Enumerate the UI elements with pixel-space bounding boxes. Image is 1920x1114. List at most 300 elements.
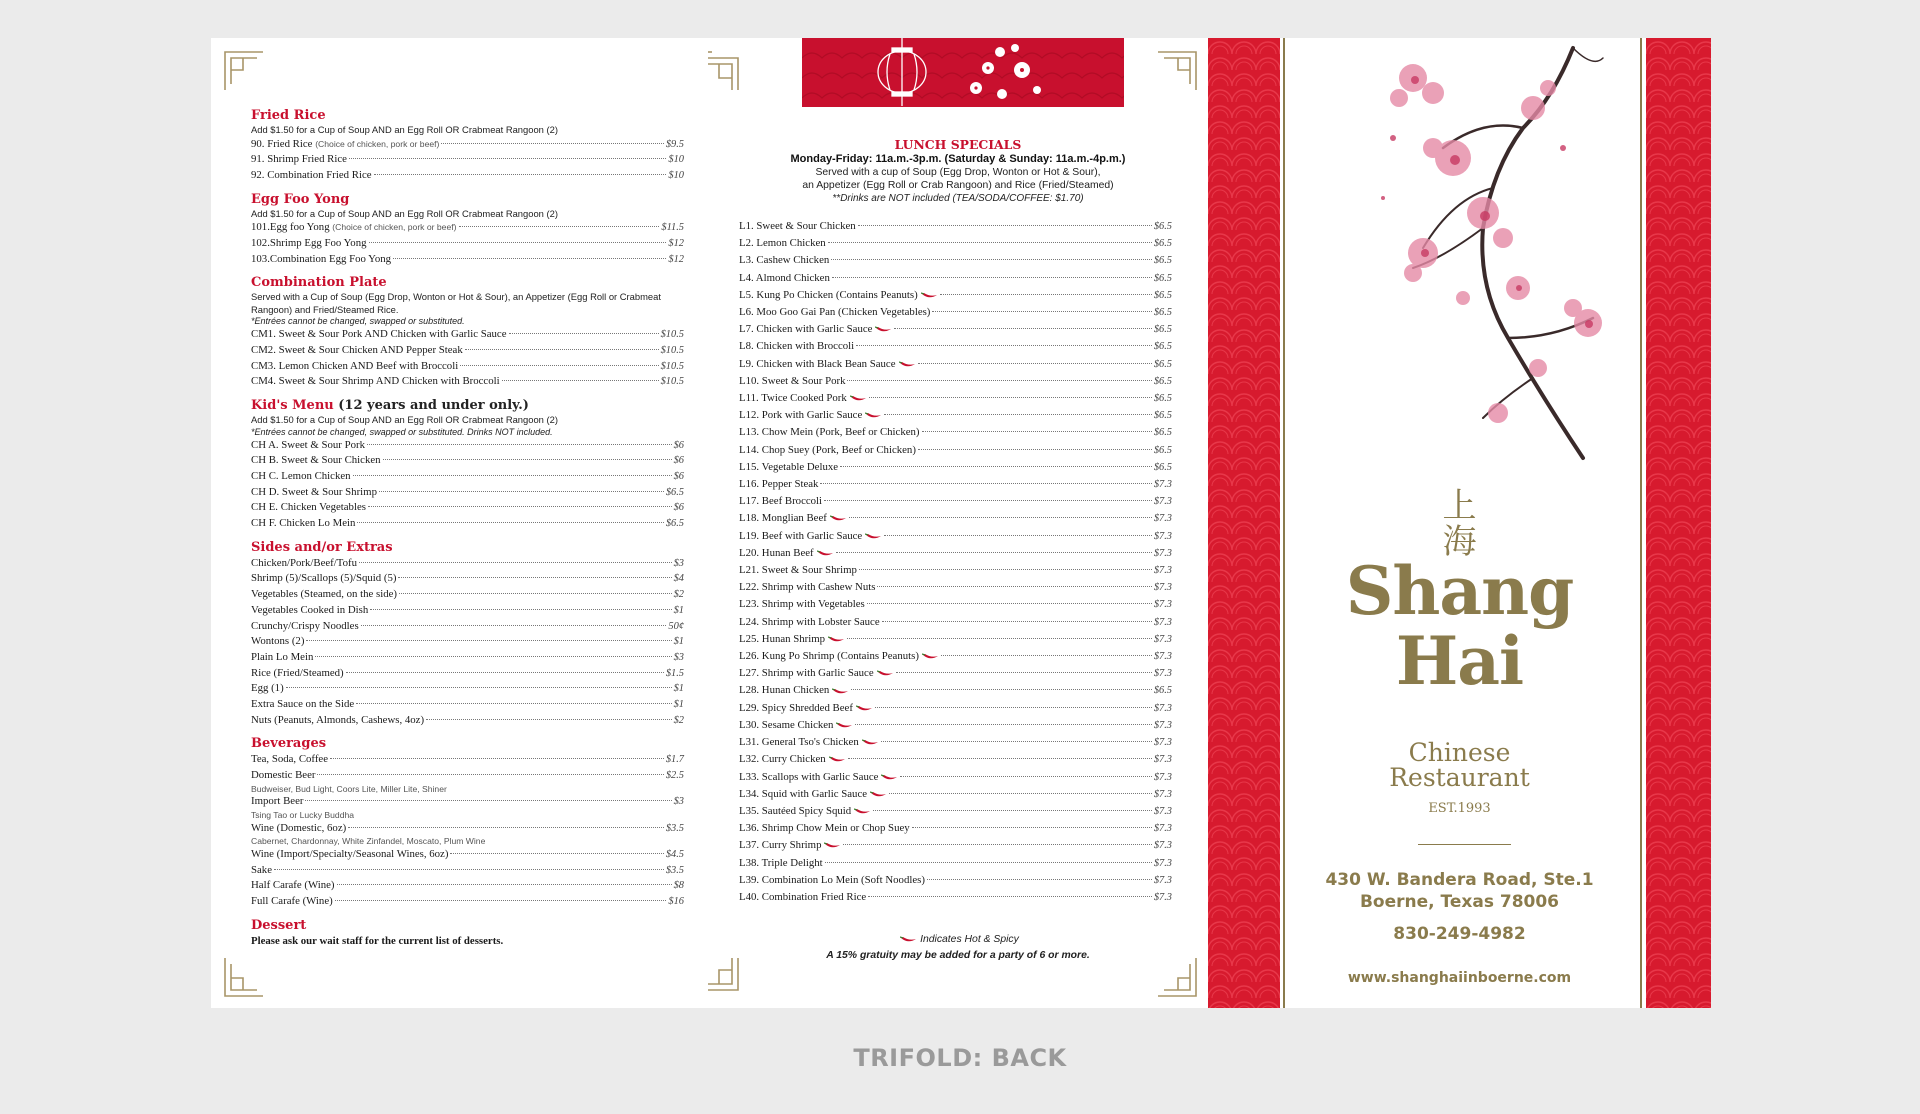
chili-pepper-icon: [830, 515, 847, 522]
menu-item-price: $7.3: [1153, 513, 1172, 525]
spicy-legend: [708, 932, 1208, 948]
menu-item-label: Plain Lo Mein: [251, 650, 314, 663]
dot-leader: [286, 687, 672, 688]
dot-leader: [383, 459, 672, 460]
menu-item-price: $12: [668, 237, 684, 249]
menu-item-name: [739, 751, 846, 768]
menu-item-name: [739, 665, 894, 682]
menu-item-price: $6: [673, 455, 684, 467]
dot-leader: [426, 719, 672, 720]
menu-item-price: $16: [668, 895, 684, 907]
section-note: Add $1.50 for a Cup of Soup AND an Egg Roll OR Crabmeat Rangoon (2): [251, 207, 558, 219]
menu-item-row: [251, 374, 684, 390]
menu-item-label: L14. Chop Suey (Pork, Beef or Chicken): [739, 443, 916, 456]
dot-leader: [460, 365, 658, 366]
dot-leader: [368, 506, 672, 507]
menu-item-price: $7.3: [1153, 616, 1172, 628]
red-pattern-stripe-left: [1208, 38, 1280, 1008]
menu-item-row: [251, 516, 684, 532]
menu-item-name: [251, 137, 439, 152]
menu-item-name: [739, 252, 829, 269]
dot-leader: [831, 259, 1152, 260]
menu-item-name: [251, 847, 448, 862]
section-note-italic: *Entrées cannot be changed, swapped or substituted.: [251, 316, 465, 327]
menu-item-label: L30. Sesame Chicken: [739, 718, 834, 731]
menu-panel-left: [211, 38, 708, 1008]
beverage-detail: Cabernet, Chardonnay, White Zinfandel, Moscato, Plum Wine: [251, 836, 486, 847]
menu-item-name: [739, 803, 871, 820]
dot-leader: [941, 655, 1152, 656]
gratuity-note: A 15% gratuity may be added for a party of 6 or more.: [826, 950, 1090, 961]
menu-item-label: CH E. Chicken Vegetables: [251, 501, 366, 514]
menu-item-name: [251, 469, 351, 484]
menu-item-label: L33. Scallops with Garlic Sauce: [739, 770, 879, 783]
menu-item-name: [739, 407, 882, 424]
menu-item-name: [739, 510, 847, 527]
menu-item-price: $4.5: [665, 848, 684, 860]
menu-item-label: Egg (1): [251, 682, 284, 695]
menu-item-label: L3. Cashew Chicken: [739, 254, 830, 267]
dot-leader: [315, 656, 671, 657]
menu-item-price: $3: [673, 796, 684, 808]
menu-item-price: $7.3: [1153, 771, 1172, 783]
menu-item-price: $6.5: [665, 518, 684, 530]
section-title-text: Kid's Menu: [251, 398, 334, 414]
dot-leader: [932, 311, 1151, 312]
menu-item-label: CH A. Sweet & Sour Pork: [251, 438, 365, 451]
chili-pepper-icon: [824, 842, 841, 849]
menu-item-row: [739, 803, 1172, 820]
menu-item-price: $7.3: [1153, 496, 1172, 508]
menu-item-row: [251, 453, 684, 469]
menu-item-label: L5. Kung Po Chicken (Contains Peanuts): [739, 288, 918, 301]
dot-leader: [441, 143, 663, 144]
menu-item-row: [251, 847, 684, 863]
section-title-text: Combination Plate: [251, 275, 387, 291]
dot-leader: [900, 776, 1151, 777]
menu-item-label: L12. Pork with Garlic Sauce: [739, 409, 863, 422]
menu-item-price: $10: [668, 154, 684, 166]
menu-item-row: [251, 359, 684, 375]
menu-item-label: Chicken/Pork/Beef/Tofu: [251, 556, 357, 569]
menu-item-row: [251, 343, 684, 359]
menu-item-row: [251, 137, 684, 153]
section-note-italic: *Entrées cannot be changed, swapped or substituted. Drinks NOT included.: [251, 426, 553, 437]
menu-item-label: 101.Egg foo Yong: [251, 221, 330, 234]
menu-item-name: [739, 614, 880, 631]
menu-item-price: $7.3: [1153, 754, 1172, 766]
menu-item-label: L38. Triple Delight: [739, 856, 823, 869]
menu-item-detail: (Choice of chicken, pork or beef): [332, 222, 457, 233]
menu-item-label: L28. Hunan Chicken: [739, 684, 830, 697]
menu-item-price: $6.5: [1153, 307, 1172, 319]
dot-leader: [361, 625, 667, 626]
menu-item-price: $10.5: [660, 344, 684, 356]
menu-section-kids: [251, 397, 684, 532]
lunch-specials-title: LUNCH SPECIALS: [894, 137, 1022, 152]
menu-item-label: L34. Squid with Garlic Sauce: [739, 787, 868, 800]
address-line2: Boerne, Texas 78006: [1359, 892, 1560, 912]
lantern-blossom-banner: [802, 38, 1124, 107]
menu-item-price: $6.5: [1153, 358, 1172, 370]
menu-item-name: [739, 235, 826, 252]
menu-item-name: [251, 485, 377, 500]
chili-pepper-icon: [829, 756, 846, 763]
section-note: Served with a Cup of Soup (Egg Drop, Wonton or Hot & Sour), an Appetizer (Egg Roll or Crabmeat Rangoon) and Fried/Steamed Rice.: [251, 291, 661, 315]
established-year: EST.1993: [1428, 801, 1491, 816]
menu-item-price: $7.3: [1153, 840, 1172, 852]
menu-item-label: 91. Shrimp Fried Rice: [251, 153, 347, 166]
menu-item-row: [739, 786, 1172, 803]
menu-item-price: $7.3: [1153, 719, 1172, 731]
menu-item-price: $1.7: [665, 754, 684, 766]
menu-item-row: [251, 587, 684, 603]
section-title-text: Fried Rice: [251, 108, 326, 123]
dot-leader: [820, 483, 1151, 484]
menu-item-row: [251, 438, 684, 454]
menu-item-price: $7.3: [1153, 599, 1172, 611]
corner-ornament-icon: [708, 50, 740, 92]
menu-item-name: [251, 603, 368, 618]
menu-item-name: [251, 619, 359, 634]
corner-ornament-icon: [1156, 50, 1198, 92]
menu-item-row: [739, 424, 1172, 441]
menu-item-price: $1: [673, 683, 684, 695]
dot-leader: [884, 414, 1152, 415]
chili-pepper-icon: [877, 670, 894, 677]
menu-item-row: [251, 650, 684, 666]
menu-item-row: [739, 321, 1172, 338]
menu-item-label: L6. Moo Goo Gai Pan (Chicken Vegetables): [739, 306, 931, 319]
menu-item-row: [739, 287, 1172, 304]
menu-item-label: Extra Sauce on the Side: [251, 698, 355, 711]
dot-leader: [348, 827, 664, 828]
dot-leader: [353, 475, 672, 476]
menu-item-price: $7.3: [1153, 857, 1172, 869]
menu-item-label: Wine (Domestic, 6oz): [251, 821, 347, 834]
menu-item-row: [739, 751, 1172, 768]
menu-item-name: [251, 252, 391, 267]
menu-item-price: $7.3: [1153, 479, 1172, 491]
dot-leader: [847, 380, 1151, 381]
menu-item-price: $7.3: [1153, 530, 1172, 542]
menu-item-row: [739, 665, 1172, 682]
menu-item-price: $7.3: [1153, 737, 1172, 749]
dot-leader: [356, 703, 671, 704]
menu-item-name: [251, 863, 272, 878]
menu-item-price: $6.5: [1153, 444, 1172, 456]
section-title: [251, 735, 684, 752]
dot-leader: [379, 491, 664, 492]
section-title: [251, 917, 684, 934]
menu-item-row: [739, 493, 1172, 510]
menu-item-price: $1: [673, 636, 684, 648]
menu-item-name: [251, 634, 304, 649]
menu-item-name: [251, 152, 347, 167]
menu-item-label: CH D. Sweet & Sour Shrimp: [251, 485, 377, 498]
menu-item-name: [739, 855, 823, 872]
menu-item-price: $7.3: [1153, 668, 1172, 680]
menu-item-row: [739, 631, 1172, 648]
chili-pepper-icon: [854, 808, 871, 815]
menu-item-row: [251, 556, 684, 572]
menu-item-row: [251, 697, 684, 713]
menu-item-name: [251, 556, 357, 571]
section-title: [251, 274, 684, 291]
menu-item-name: [739, 837, 841, 854]
menu-section-beverages: [251, 735, 684, 909]
menu-item-name: [739, 579, 875, 596]
lunch-specials-header: [708, 137, 1208, 205]
menu-item-row: [251, 894, 684, 910]
menu-item-label: Nuts (Peanuts, Almonds, Cashews, 4oz): [251, 713, 425, 726]
section-title-text: Beverages: [251, 736, 327, 752]
menu-item-name: [739, 287, 938, 304]
menu-item-name: [251, 752, 328, 767]
menu-item-label: CM3. Lemon Chicken AND Beef with Broccoli: [251, 359, 459, 372]
menu-item-row: [251, 821, 684, 837]
section-note: Add $1.50 for a Cup of Soup AND an Egg Roll OR Crabmeat Rangoon (2): [251, 414, 558, 426]
menu-item-row: [739, 218, 1172, 235]
dot-leader: [849, 517, 1152, 518]
menu-item-label: CH C. Lemon Chicken: [251, 469, 351, 482]
dot-leader: [359, 562, 672, 563]
menu-item-row: [251, 878, 684, 894]
menu-item-price: $7.3: [1153, 565, 1172, 577]
menu-item-row: [739, 528, 1172, 545]
restaurant-name-line1: Shang: [1345, 552, 1574, 630]
menu-item-label: Tea, Soda, Coffee: [251, 753, 328, 766]
dot-leader: [896, 672, 1152, 673]
chili-pepper-icon: [828, 636, 845, 643]
chili-pepper-icon: [875, 326, 892, 333]
dot-leader: [848, 758, 1152, 759]
dot-leader: [927, 879, 1152, 880]
chili-pepper-icon: [881, 774, 898, 781]
menu-item-label: Vegetables (Steamed, on the side): [251, 588, 398, 601]
menu-item-name: [739, 321, 892, 338]
menu-section-dessert: [251, 917, 684, 948]
menu-item-row: [251, 152, 684, 168]
menu-item-row: [251, 794, 684, 810]
dot-leader: [840, 466, 1152, 467]
menu-item-name: [739, 769, 898, 786]
menu-item-price: $1.5: [665, 667, 684, 679]
phone-number: 830-249-4982: [1393, 924, 1526, 944]
menu-item-label: Crunchy/Crispy Noodles: [251, 619, 359, 632]
menu-item-row: [251, 713, 684, 729]
menu-item-name: [251, 821, 346, 836]
menu-item-name: [739, 562, 857, 579]
menu-item-label: Import Beer: [251, 795, 304, 808]
menu-item-name: [739, 545, 834, 562]
menu-item-label: Sake: [251, 863, 272, 876]
lunch-description-line2: an Appetizer (Egg Roll or Crab Rangoon) and Rice (Fried/Steamed): [802, 180, 1114, 192]
menu-item-price: $1: [673, 699, 684, 711]
menu-item-price: $6.5: [1153, 255, 1172, 267]
menu-item-name: [251, 650, 313, 665]
lunch-specials-list: [739, 218, 1172, 906]
menu-item-row: [251, 485, 684, 501]
menu-item-label: L25. Hunan Shrimp: [739, 632, 826, 645]
menu-item-price: $6: [673, 470, 684, 482]
menu-item-price: $11.5: [661, 222, 684, 234]
dot-leader: [918, 449, 1152, 450]
menu-item-price: $7.3: [1153, 823, 1172, 835]
menu-item-row: [739, 682, 1172, 699]
menu-item-label: CM4. Sweet & Sour Shrimp AND Chicken with Broccoli: [251, 375, 500, 388]
menu-item-label: L35. Sautéed Spicy Squid: [739, 804, 852, 817]
menu-item-price: $10.5: [660, 376, 684, 388]
dot-leader: [459, 226, 660, 227]
menu-item-row: [739, 373, 1172, 390]
menu-item-label: 92. Combination Fried Rice: [251, 168, 372, 181]
dot-leader: [894, 328, 1151, 329]
menu-item-price: $6.5: [1153, 410, 1172, 422]
dot-leader: [843, 844, 1151, 845]
menu-item-price: $7.3: [1153, 788, 1172, 800]
menu-item-label: L24. Shrimp with Lobster Sauce: [739, 615, 880, 628]
menu-item-price: $10: [668, 169, 684, 181]
menu-item-label: L13. Chow Mein (Pork, Beef or Chicken): [739, 426, 920, 439]
dot-leader: [856, 345, 1152, 346]
spicy-legend-text: Indicates Hot & Spicy: [920, 934, 1019, 945]
menu-item-label: Vegetables Cooked in Dish: [251, 603, 369, 616]
menu-item-name: [251, 516, 355, 531]
gold-rule-left: [1283, 38, 1285, 1008]
menu-item-row: [251, 571, 684, 587]
restaurant-subtitle-line1: Chinese: [1408, 738, 1511, 767]
dot-leader: [873, 810, 1152, 811]
menu-item-price: 50¢: [668, 620, 684, 632]
chili-pepper-icon: [856, 705, 873, 712]
menu-item-price: $6.5: [1153, 341, 1172, 353]
dot-leader: [855, 724, 1151, 725]
chili-pepper-icon: [817, 550, 834, 557]
menu-item-row: [739, 648, 1172, 665]
cover-panel: [1208, 38, 1711, 1008]
menu-item-price: $7.3: [1153, 874, 1172, 886]
menu-item-price: $1: [673, 604, 684, 616]
dot-leader: [399, 593, 672, 594]
menu-item-label: CH B. Sweet & Sour Chicken: [251, 454, 381, 467]
address-line1: 430 W. Bandera Road, Ste.1: [1325, 870, 1594, 890]
menu-item-name: [739, 528, 882, 545]
menu-item-name: [739, 596, 865, 613]
menu-item-name: [251, 794, 303, 809]
menu-item-label: L11. Twice Cooked Pork: [739, 392, 847, 405]
dot-leader: [357, 522, 663, 523]
section-note: Add $1.50 for a Cup of Soup AND an Egg Roll OR Crabmeat Rangoon (2): [251, 124, 558, 135]
menu-item-price: $6: [673, 502, 684, 514]
menu-item-row: [739, 235, 1172, 252]
menu-item-row: [739, 356, 1172, 373]
menu-item-price: $6.5: [1153, 272, 1172, 284]
menu-item-label: L29. Spicy Shredded Beef: [739, 701, 853, 714]
menu-item-row: [739, 442, 1172, 459]
lunch-drinks-note: **Drinks are NOT included (TEA/SODA/COFFEE: $1.70): [832, 193, 1084, 205]
menu-item-name: [251, 327, 507, 342]
menu-item-row: [251, 666, 684, 682]
dot-leader: [836, 552, 1152, 553]
menu-item-row: [739, 700, 1172, 717]
menu-item-row: [739, 855, 1172, 872]
menu-item-label: CM1. Sweet & Sour Pork AND Chicken with Garlic Sauce: [251, 328, 507, 341]
menu-item-label: CM2. Sweet & Sour Chicken AND Pepper Steak: [251, 343, 463, 356]
menu-item-row: [739, 614, 1172, 631]
menu-item-name: [251, 500, 366, 515]
menu-item-row: [251, 220, 684, 236]
dot-leader: [832, 277, 1152, 278]
menu-item-label: CH F. Chicken Lo Mein: [251, 517, 356, 530]
menu-item-price: $6: [673, 439, 684, 451]
dot-leader: [867, 603, 1152, 604]
menu-item-price: $3: [673, 557, 684, 569]
lunch-hours: Monday-Friday: 11a.m.-3p.m. (Saturday & Sunday: 11a.m.-4p.m.): [790, 153, 1126, 165]
corner-ornament-icon: [223, 956, 265, 998]
dot-leader: [346, 672, 664, 673]
menu-item-name: [251, 894, 333, 909]
menu-item-label: L19. Beef with Garlic Sauce: [739, 529, 863, 542]
menu-item-price: $7.3: [1153, 702, 1172, 714]
dot-leader: [877, 586, 1151, 587]
menu-item-price: $7.3: [1153, 582, 1172, 594]
menu-item-price: $6.5: [1153, 393, 1172, 405]
menu-item-label: L9. Chicken with Black Bean Sauce: [739, 357, 896, 370]
menu-item-label: 103.Combination Egg Foo Yong: [251, 252, 392, 265]
menu-item-name: [251, 697, 354, 712]
menu-item-row: [739, 769, 1172, 786]
menu-item-label: L16. Pepper Steak: [739, 478, 819, 491]
menu-item-label: L37. Curry Shrimp: [739, 839, 822, 852]
dot-leader: [922, 431, 1152, 432]
left-menu-sections: [251, 100, 684, 948]
menu-item-name: [739, 373, 845, 390]
menu-item-detail: (Choice of chicken, pork or beef): [315, 138, 440, 149]
menu-item-price: $7.3: [1153, 633, 1172, 645]
dot-leader: [824, 500, 1152, 501]
dot-leader: [851, 689, 1152, 690]
menu-item-price: $6.5: [665, 486, 684, 498]
chili-pepper-icon: [850, 395, 867, 402]
menu-item-row: [739, 270, 1172, 287]
menu-item-price: $6.5: [1153, 289, 1172, 301]
menu-item-price: $6.5: [1153, 427, 1172, 439]
menu-item-row: [739, 837, 1172, 854]
menu-item-row: [739, 889, 1172, 906]
menu-item-name: [739, 717, 853, 734]
menu-item-name: [251, 453, 381, 468]
chinese-char-shang: 上: [1442, 486, 1477, 526]
menu-item-name: [739, 700, 873, 717]
dessert-note: Please ask our wait staff for the current list of desserts.: [251, 934, 504, 947]
menu-item-label: 90. Fried Rice: [251, 137, 313, 150]
menu-item-name: [739, 442, 916, 459]
chili-pepper-icon: [862, 739, 879, 746]
dot-leader: [337, 884, 672, 885]
menu-section-sides: [251, 539, 684, 729]
menu-item-row: [251, 752, 684, 768]
menu-item-label: L4. Almond Chicken: [739, 271, 830, 284]
dot-leader: [882, 621, 1152, 622]
trifold-caption: TRIFOLD: BACK: [853, 1044, 1067, 1072]
chili-pepper-icon: [865, 412, 882, 419]
menu-item-name: [739, 889, 866, 906]
menu-item-label: 102.Shrimp Egg Foo Yong: [251, 236, 367, 249]
dot-leader: [369, 242, 667, 243]
menu-item-price: $4: [673, 573, 684, 585]
menu-item-price: $6.5: [1153, 324, 1172, 336]
